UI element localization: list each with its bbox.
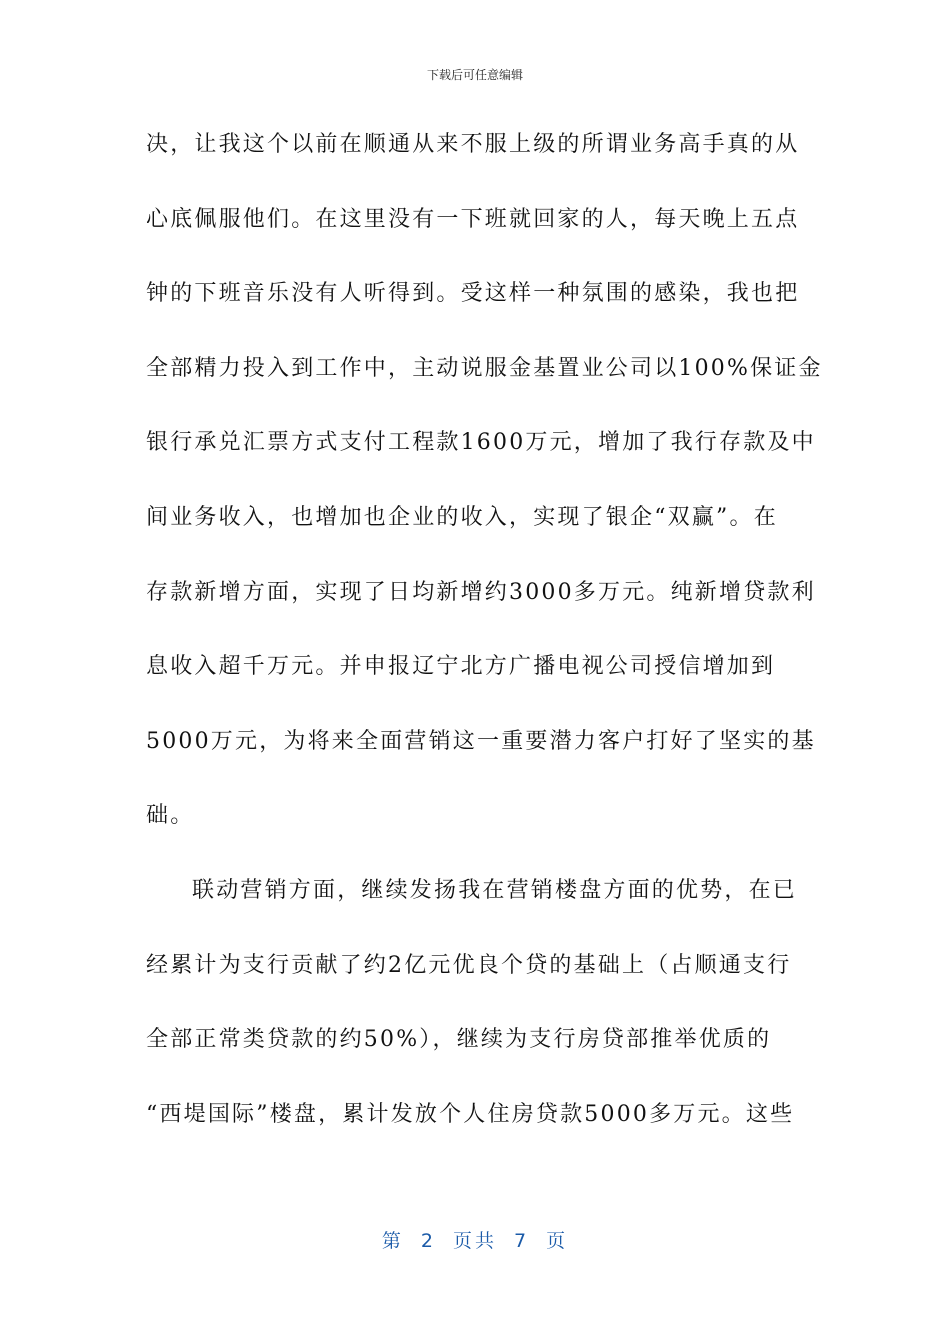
page-number-footer: 第 2 页共 7 页 [381,1230,569,1252]
text-line: 息收入超千万元。并申报辽宁北方广播电视公司授信增加到 [146,654,776,680]
text-line: 存款新增方面，实现了日均新增约3000多万元。纯新增贷款利 [146,579,816,605]
body-text [146,124,823,1168]
text-line: 银行承兑汇票方式支付工程款1600万元，增加了我行存款及中 [146,430,816,456]
text-line: 间业务收入，也增加也企业的收入，实现了银企“双赢”。在 [146,504,778,530]
text-line: 全部正常类贷款的约50%），继续为支行房贷部推举优质的 [146,1027,772,1053]
page-header: 下载后可任意编辑 [426,68,523,82]
text-line: 全部精力投入到工作中，主动说服金基置业公司以100%保证金 [146,355,823,381]
text-line: 经累计为支行贡献了约2亿元优良个贷的基础上（占顺通支行 [146,952,792,978]
text-line: 5000万元，为将来全面营销这一重要潜力客户打好了坚实的基 [146,728,816,754]
text-line: “西堤国际”楼盘，累计发放个人住房贷款5000多万元。这些 [146,1101,795,1127]
text-line: 础。 [146,803,195,829]
text-line: 决，让我这个以前在顺通从来不服上级的所谓业务高手真的从 [146,132,800,157]
paragraph-first-line: 联动营销方面，继续发扬我在营销楼盘方面的优势，在已 [192,877,798,903]
text-line: 钟的下班音乐没有人听得到。受这样一种氛围的感染，我也把 [146,281,800,307]
text-line: 心底佩服他们。在这里没有一下班就回家的人，每天晚上五点 [146,206,800,232]
